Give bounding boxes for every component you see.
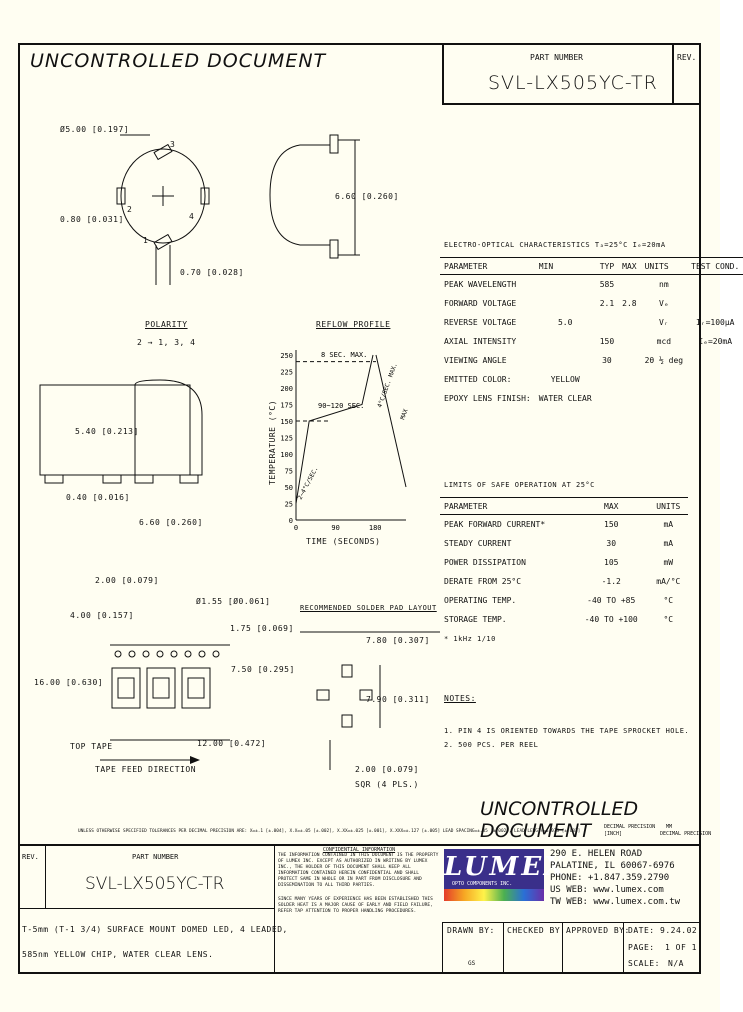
front-height-dim: 5.40 [0.213] bbox=[75, 427, 139, 436]
lumex-logo-spectrum bbox=[444, 889, 544, 901]
lim-cell: 30 bbox=[606, 539, 617, 548]
eo-cell bbox=[618, 389, 640, 408]
reflow-ytick-label: 125 bbox=[280, 434, 293, 443]
footer-part-label: PART NUMBER bbox=[132, 853, 179, 861]
reflow-ytick-label: 175 bbox=[280, 401, 293, 410]
page-label: PAGE: bbox=[628, 943, 655, 952]
eo-cell: VIEWING ANGLE bbox=[444, 356, 507, 365]
lim-cell: °C bbox=[663, 615, 674, 624]
pin-label-3: 3 bbox=[170, 140, 175, 149]
lim-cell: PEAK FORWARD CURRENT* bbox=[444, 520, 546, 529]
tape-dim-5: 7.50 [0.295] bbox=[231, 665, 295, 674]
lim-cell: -40 TO +85 bbox=[587, 596, 636, 605]
lim-cell: mA bbox=[663, 520, 674, 529]
reflow-xtick-label: 0 bbox=[293, 524, 299, 532]
eo-cell: Iₑ=20mA bbox=[698, 337, 733, 346]
lim-col-max: MAX bbox=[574, 498, 649, 515]
eo-cell: 150 bbox=[599, 337, 615, 346]
pin-label-1: 1 bbox=[143, 236, 148, 245]
lim-cell: -1.2 bbox=[601, 577, 621, 586]
confidential-block bbox=[278, 847, 440, 915]
lim-cell: mA bbox=[663, 539, 674, 548]
front-pad-dim: 0.40 [0.016] bbox=[66, 493, 130, 502]
eo-row bbox=[440, 294, 743, 313]
part-number-top: SVL-LX505YC-TR bbox=[488, 72, 658, 94]
limits-footnote: * 1kHz 1/10 bbox=[444, 635, 496, 643]
eo-cell: FORWARD VOLTAGE bbox=[444, 299, 517, 308]
note-2: 2. 500 PCS. PER REEL bbox=[444, 741, 539, 749]
eo-cell bbox=[618, 313, 640, 332]
lim-cell: POWER DISSIPATION bbox=[444, 558, 526, 567]
confidential-title: CONFIDENTIAL INFORMATION bbox=[322, 847, 396, 853]
reflow-ytick-label: 25 bbox=[284, 500, 293, 509]
reflow-ramp-up: 2~4°C/SEC. bbox=[296, 465, 320, 501]
reflow-xtick-label: 90 bbox=[331, 524, 340, 532]
lim-cell: 105 bbox=[604, 558, 619, 567]
tape-dim-6: 16.00 [0.630] bbox=[34, 678, 104, 687]
top-tape-label: TOP TAPE bbox=[70, 742, 113, 751]
reflow-max-label: MAX bbox=[399, 408, 410, 421]
eo-cell: nm bbox=[659, 280, 669, 289]
drawn-by-label: DRAWN BY: bbox=[447, 926, 495, 935]
polarity-title: POLARITY bbox=[145, 320, 188, 329]
reflow-ytick-label: 150 bbox=[280, 418, 293, 426]
eo-cell bbox=[596, 313, 618, 332]
reflow-chart bbox=[270, 340, 420, 540]
eo-cell: 30 bbox=[602, 356, 612, 365]
eo-cell bbox=[535, 294, 596, 313]
tape-dim-3: Ø1.55 [Ø0.061] bbox=[196, 597, 271, 606]
eo-cell: 2.1 bbox=[599, 299, 615, 308]
tape-feed-label: TAPE FEED DIRECTION bbox=[95, 765, 197, 774]
top-diameter-dim: Ø5.00 [0.197] bbox=[60, 125, 130, 134]
top-pin-width-dim: 0.80 [0.031] bbox=[60, 215, 124, 224]
front-width-dim: 6.60 [0.260] bbox=[139, 518, 203, 527]
eo-cell bbox=[535, 351, 596, 370]
eo-cell: 2θ ½ deg bbox=[644, 356, 684, 365]
reflow-ytick-label: 0 bbox=[288, 517, 293, 525]
eo-cell: Vᵣ bbox=[659, 318, 669, 327]
eo-cell: 585 bbox=[599, 280, 615, 289]
eo-cell: YELLOW bbox=[550, 375, 580, 384]
eo-cell: 5.0 bbox=[557, 318, 573, 327]
pad-dim-3: 2.00 [0.079] bbox=[355, 765, 419, 774]
eo-cell bbox=[618, 275, 640, 295]
pin-label-4: 4 bbox=[189, 212, 194, 221]
eo-cell bbox=[687, 351, 743, 370]
eo-col-units: UNITS bbox=[641, 258, 688, 275]
eo-cell: AXIAL INTENSITY bbox=[444, 337, 517, 346]
note-1: 1. PIN 4 IS ORIENTED TOWARDS THE TAPE SPROCKET HOLE. bbox=[444, 727, 690, 735]
tape-dim-4: 1.75 [0.069] bbox=[230, 624, 294, 633]
eo-table bbox=[440, 257, 743, 408]
eo-row bbox=[440, 370, 743, 389]
address-line-4: US WEB: www.lumex.com bbox=[550, 885, 664, 895]
precision-label-3: [INCH] bbox=[604, 831, 623, 837]
lim-cell: STORAGE TEMP. bbox=[444, 615, 507, 624]
precision-label-4: DECIMAL PRECISION bbox=[660, 831, 712, 837]
eo-cell bbox=[641, 370, 688, 389]
scale-label: SCALE: bbox=[628, 959, 660, 968]
lim-row bbox=[440, 591, 688, 610]
polarity-text: 2 → 1, 3, 4 bbox=[137, 338, 196, 347]
pad-dim-1: 7.80 [0.307] bbox=[366, 636, 430, 645]
eo-col-max: MAX bbox=[618, 258, 640, 275]
eo-cell: EPOXY LENS FINISH: bbox=[444, 394, 531, 403]
eo-col-typ: TYP bbox=[596, 258, 618, 275]
side-width-dim: 6.60 [0.260] bbox=[335, 192, 399, 201]
eo-cell bbox=[687, 294, 743, 313]
reflow-max-note: 8 SEC. MAX. bbox=[321, 351, 368, 359]
lim-cell: OPERATING TEMP. bbox=[444, 596, 517, 605]
footer-part-number: SVL-LX505YC-TR bbox=[85, 874, 225, 894]
uncontrolled-stamp-bottom: UNCONTROLLED DOCUMENT bbox=[480, 798, 639, 842]
pad-dim-2: 7.90 [0.311] bbox=[366, 695, 430, 704]
lim-row bbox=[440, 553, 688, 572]
lim-cell: -40 TO +100 bbox=[584, 615, 638, 624]
reflow-dwell-note: 90~120 SEC. bbox=[318, 401, 365, 410]
reflow-ytick-label: 50 bbox=[284, 484, 293, 492]
eo-cell: Vₑ bbox=[659, 299, 669, 308]
reflow-ylabel: TEMPERATURE (°C) bbox=[268, 399, 277, 485]
lim-row bbox=[440, 610, 688, 629]
lim-row bbox=[440, 515, 688, 535]
uncontrolled-stamp-top: UNCONTROLLED DOCUMENT bbox=[30, 50, 327, 72]
checked-by-label: CHECKED BY: bbox=[507, 926, 566, 935]
lim-cell: °C bbox=[663, 596, 674, 605]
led-top-view bbox=[60, 120, 260, 290]
confidential-text: THE INFORMATION CONTAINED IN THIS DOCUMENT IS THE PROPERTY OF LUMEX INC. EXCEPT AS AUTHORIZED IN WRITING BY LUMEX INC., THE HOLDER OF THIS DOCUMENT SHALL KEEP ALL INFORMATION CONTAINED HEREIN CONFIDENTIAL AND SHALL PROTECT SAME IN WHOLE OR IN PART FROM DISCLOSURE AND DISSEMINATION TO ALL THIRD PARTIES. bbox=[278, 853, 439, 888]
lim-cell: 150 bbox=[604, 520, 619, 529]
eo-col-min: MIN bbox=[535, 258, 596, 275]
eo-cell bbox=[641, 389, 688, 408]
lim-cell: DERATE FROM 25°C bbox=[444, 577, 522, 586]
lim-col-units: UNITS bbox=[649, 498, 688, 515]
eo-cell bbox=[687, 275, 743, 295]
eo-cell bbox=[596, 389, 618, 408]
lumex-logo-text: LUMEX bbox=[444, 852, 568, 882]
eo-cell bbox=[535, 332, 596, 351]
description-line-1: T-5mm (T-1 3/4) SURFACE MOUNT DOMED LED, 4 LEADED, bbox=[22, 925, 288, 934]
eo-cell bbox=[535, 275, 596, 295]
approved-by-label: APPROVED BY: bbox=[566, 926, 630, 935]
rev-label-top: REV. bbox=[677, 53, 697, 62]
notes-title: NOTES: bbox=[444, 694, 476, 703]
address-line-1: 290 E. HELEN ROAD bbox=[550, 849, 643, 859]
lim-cell: mA/°C bbox=[656, 577, 681, 586]
reflow-ytick-label: 100 bbox=[280, 451, 293, 459]
tolerance-note: UNLESS OTHERWISE SPECIFIED TOLERANCES PER DECIMAL PRECISION ARE: X=±.1 [±.004], X.X=±.05 [±.002], X.XX=±.025 [±.001], X.XXX=±.127 [±.005] LEAD SPACING=±.05 [±.002], LEAD LENGTH=±.075 [±.003] bbox=[78, 829, 581, 834]
top-pin-pitch-dim: 0.70 [0.028] bbox=[180, 268, 244, 277]
limits-table-title: LIMITS OF SAFE OPERATION AT 25°C bbox=[444, 481, 595, 489]
eo-cell: REVERSE VOLTAGE bbox=[444, 318, 517, 327]
reflow-ytick-label: 200 bbox=[280, 385, 293, 393]
drawn-by-value: GS bbox=[468, 960, 476, 967]
eo-cell bbox=[618, 351, 640, 370]
tape-dim-7: 12.00 [0.472] bbox=[197, 739, 267, 748]
eo-cell: 2.8 bbox=[622, 299, 637, 308]
reflow-ytick-label: 250 bbox=[280, 352, 293, 360]
lim-cell: STEADY CURRENT bbox=[444, 539, 512, 548]
eo-cell: WATER CLEAR bbox=[538, 394, 592, 403]
lim-cell: mW bbox=[663, 558, 674, 567]
reflow-ytick-label: 75 bbox=[284, 467, 293, 476]
pad-dim-4: SQR (4 PLS.) bbox=[355, 780, 419, 789]
address-line-5: TW WEB: www.lumex.com.tw bbox=[550, 897, 681, 907]
address-line-2: PALATINE, IL 60067-6976 bbox=[550, 861, 675, 871]
footer-desc-cell bbox=[18, 908, 275, 974]
eo-row bbox=[440, 313, 743, 332]
eo-cell bbox=[687, 389, 743, 408]
precision-label-2: MM bbox=[666, 824, 673, 830]
address-line-3: PHONE: +1.847.359.2790 bbox=[550, 873, 670, 883]
eo-cell: Iᵣ=100µA bbox=[695, 318, 735, 327]
eo-cell bbox=[596, 370, 618, 389]
eo-cell: PEAK WAVELENGTH bbox=[444, 280, 517, 289]
eo-col-param: PARAMETER bbox=[440, 258, 535, 275]
lim-row bbox=[440, 534, 688, 553]
date-label: DATE: bbox=[628, 926, 655, 935]
eo-cell bbox=[618, 370, 640, 389]
lim-row bbox=[440, 572, 688, 591]
reflow-ytick-label: 225 bbox=[280, 368, 293, 377]
tape-dim-1: 2.00 [0.079] bbox=[95, 576, 159, 585]
reflow-title: REFLOW PROFILE bbox=[316, 320, 391, 329]
pad-layout-title: RECOMMENDED SOLDER PAD LAYOUT bbox=[300, 604, 437, 612]
reflow-ramp-down: 4°C/SEC. MAX. bbox=[376, 362, 399, 409]
eo-row bbox=[440, 275, 743, 295]
page-value: 1 OF 1 bbox=[665, 943, 697, 952]
reflow-xlabel: TIME (SECONDS) bbox=[306, 537, 381, 546]
eo-table-title: ELECTRO-OPTICAL CHARACTERISTICS Tₐ=25°C Iₑ=20mA bbox=[444, 241, 666, 249]
eo-cell bbox=[618, 332, 640, 351]
eo-cell bbox=[687, 370, 743, 389]
eo-row bbox=[440, 351, 743, 370]
tape-dim-2: 4.00 [0.157] bbox=[70, 611, 134, 620]
eo-col-test: TEST COND. bbox=[687, 258, 743, 275]
eo-cell: EMITTED COLOR: bbox=[444, 375, 512, 384]
eo-cell: mcd bbox=[656, 337, 672, 346]
pin-label-2: 2 bbox=[127, 205, 132, 214]
lumex-logo-sub: OPTO COMPONENTS INC. bbox=[452, 881, 513, 887]
limits-table bbox=[440, 497, 688, 629]
reflow-xtick-label: 180 bbox=[368, 524, 382, 532]
lim-col-param: PARAMETER bbox=[440, 498, 574, 515]
scale-value: N/A bbox=[668, 959, 684, 968]
part-number-label: PART NUMBER bbox=[530, 53, 583, 62]
solder-text: SINCE MANY YEARS OF EXPERIENCE HAS BEEN ESTABLISHED THIS SOLDER HEAT IS A MAJOR CAUSE OF EARLY AND FIELD FAILURE, REFER TAP ATTENTION TO PROPER HANDLING PROCEDURES. bbox=[278, 897, 433, 914]
description-line-2: 585nm YELLOW CHIP, WATER CLEAR LENS. bbox=[22, 950, 214, 959]
address-block bbox=[550, 848, 680, 908]
eo-row bbox=[440, 389, 743, 408]
footer-rev-label: REV. bbox=[22, 853, 39, 861]
precision-label-1: DECIMAL PRECISION bbox=[604, 824, 656, 830]
date-value: 9.24.02 bbox=[660, 926, 698, 935]
eo-row bbox=[440, 332, 743, 351]
